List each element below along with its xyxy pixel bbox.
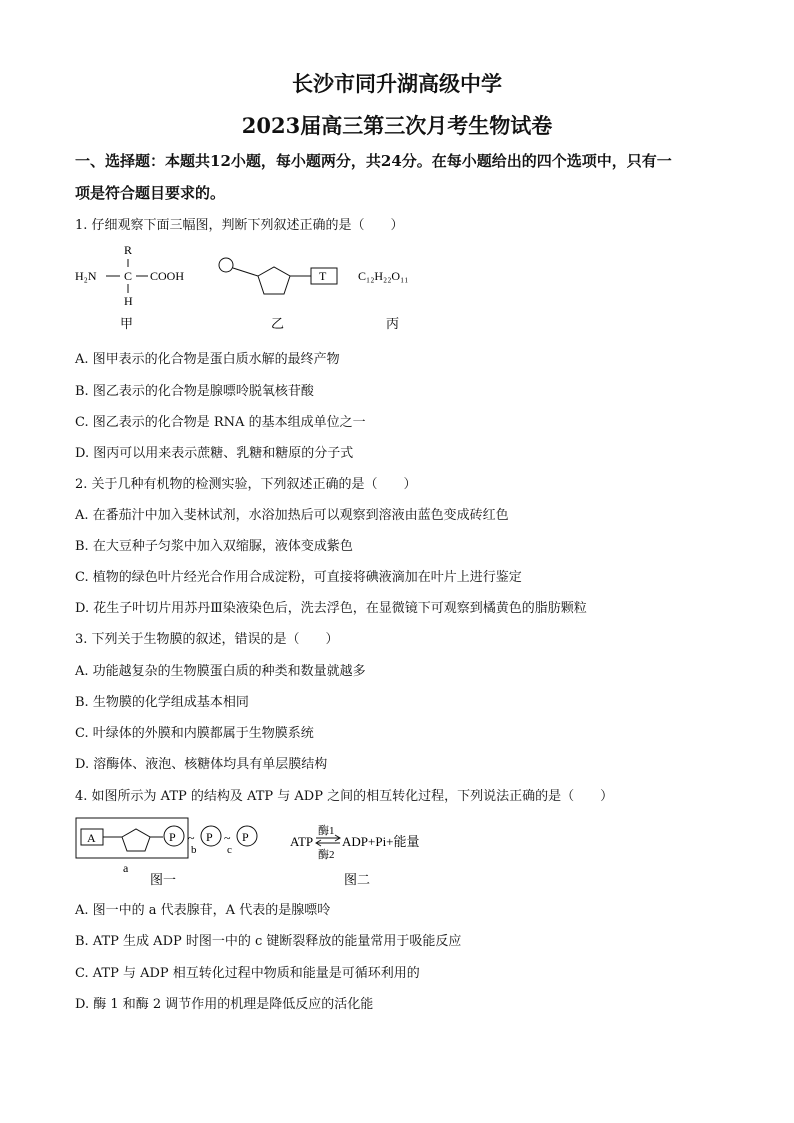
- bond-b-label: b: [191, 844, 197, 856]
- question-4-option-b[interactable]: B. ATP 生成 ADP 时图一中的 c 键断裂释放的能量常用于吸能反应: [75, 934, 462, 949]
- question-3-option-c[interactable]: C. 叶绿体的外膜和内膜都属于生物膜系统: [75, 726, 314, 741]
- figure-4-caption-2: 图二: [344, 872, 371, 887]
- section-instructions-line1: 一、选择题：本题共12小题，每小题两分，共24分。在每小题给出的四个选项中，只有一: [75, 152, 672, 170]
- question-4-stem: 4. 如图所示为 ATP 的结构及 ATP 与 ADP 之间的相互转化过程，下列说法正确的是（ ）: [75, 789, 614, 804]
- question-1-option-d[interactable]: D. 图丙可以用来表示蔗糖、乳糖和糖原的分子式: [75, 446, 354, 461]
- nucleotide-structure: [219, 258, 337, 294]
- enzyme-1-label: 酶1: [318, 825, 335, 837]
- question-3-option-d[interactable]: D. 溶酶体、液泡、核糖体均具有单层膜结构: [75, 757, 328, 772]
- exam-title: 2023届高三第三次月考生物试卷: [241, 113, 553, 138]
- hydrogen-label: H: [124, 294, 133, 308]
- amino-acid-structure: [75, 243, 184, 308]
- question-1-stem: 1. 仔细观察下面三幅图，判断下列叙述正确的是（ ）: [75, 218, 404, 233]
- phosphate-1-label: P: [169, 830, 176, 844]
- adenine-label: A: [87, 831, 96, 845]
- phosphate-3-label: P: [242, 830, 249, 844]
- section-instructions-line2: 项是符合题目要求的。: [75, 184, 226, 202]
- question-1-option-b[interactable]: B. 图乙表示的化合物是腺嘌呤脱氧核苷酸: [75, 384, 314, 399]
- question-2-option-d[interactable]: D. 花生子叶切片用苏丹Ⅲ染液染色后，洗去浮色，在显微镜下可观察到橘黄色的脂肪颗粒: [75, 601, 587, 616]
- thymine-label: T: [319, 269, 327, 283]
- figure-1: [70, 240, 450, 335]
- question-4-option-c[interactable]: C. ATP 与 ADP 相互转化过程中物质和能量是可循环利用的: [75, 966, 420, 981]
- question-2-stem: 2. 关于几种有机物的检测实验，下列叙述正确的是（ ）: [75, 477, 417, 492]
- question-2-option-a[interactable]: A. 在番茄汁中加入斐林试剂，水浴加热后可以观察到溶液由蓝色变成砖红色: [75, 508, 509, 523]
- figure-4: [70, 812, 450, 892]
- sugar-formula: C₁₂H₂₂O₁₁: [358, 269, 409, 283]
- question-2-option-c[interactable]: C. 植物的绿色叶片经光合作用合成淀粉，可直接将碘液滴加在叶片上进行鉴定: [75, 570, 522, 585]
- figure-1-caption-a: 甲: [120, 316, 134, 331]
- figure-4-caption-1: 图一: [150, 872, 177, 887]
- question-3-stem: 3. 下列关于生物膜的叙述，错误的是（ ）: [75, 632, 339, 647]
- r-group-label: R: [124, 243, 133, 257]
- carboxyl-group-label: COOH: [150, 269, 185, 283]
- question-3-option-a[interactable]: A. 功能越复杂的生物膜蛋白质的种类和数量就越多: [75, 664, 366, 679]
- phosphate-circle: [219, 258, 233, 272]
- atp-structure: [76, 818, 257, 887]
- question-4-option-a[interactable]: A. 图一中的 a 代表腺苷，A 代表的是腺嘌呤: [75, 903, 331, 918]
- alpha-carbon-label: C: [124, 269, 133, 283]
- school-name: 长沙市同升湖高级中学: [292, 71, 502, 96]
- figure-1-caption-b: 乙: [271, 316, 285, 331]
- bond-c-label: c: [227, 844, 232, 856]
- question-1-option-c[interactable]: C. 图乙表示的化合物是 RNA 的基本组成单位之一: [75, 415, 366, 430]
- ribose-pentagon: [122, 829, 150, 851]
- amino-group-label: H₂N: [75, 269, 97, 283]
- high-energy-bond-c: ~: [224, 831, 231, 845]
- adp-pi-energy-label: ADP+Pi+能量: [342, 834, 420, 849]
- atp-label: ATP: [290, 834, 314, 849]
- phosphate-2-label: P: [206, 830, 213, 844]
- question-1-option-a[interactable]: A. 图甲表示的化合物是蛋白质水解的最终产物: [75, 352, 340, 367]
- atp-adp-conversion: [290, 823, 420, 887]
- pentose-sugar-pentagon: [258, 267, 290, 294]
- question-4-option-d[interactable]: D. 酶 1 和酶 2 调节作用的机理是降低反应的活化能: [75, 997, 374, 1012]
- question-3-option-b[interactable]: B. 生物膜的化学组成基本相同: [75, 695, 249, 710]
- question-2-option-b[interactable]: B. 在大豆种子匀浆中加入双缩脲，液体变成紫色: [75, 539, 353, 554]
- figure-1-caption-c: 丙: [386, 316, 400, 331]
- high-energy-bond-b: ~: [188, 831, 195, 845]
- enzyme-2-label: 酶2: [318, 849, 335, 861]
- adenosine-label-a: a: [123, 861, 129, 875]
